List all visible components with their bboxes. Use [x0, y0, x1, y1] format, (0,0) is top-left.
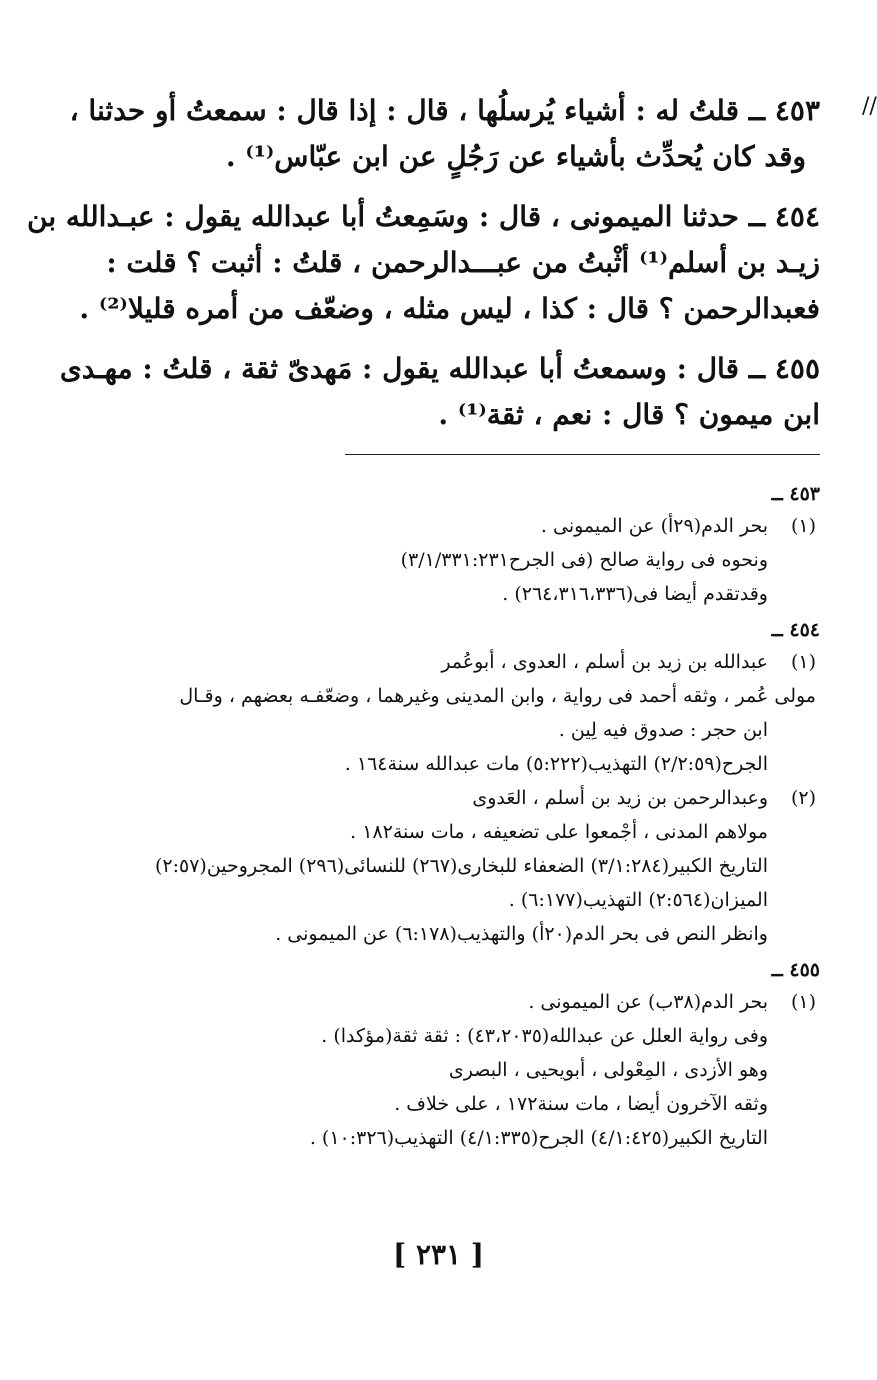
footnote-item	[130, 781, 820, 951]
footnote-line: ونحوه فى رواية صالح (فى الجرح٣/١/٣٣١:٢٣١)	[400, 549, 768, 571]
footnote-line: وانظر النص فى بحر الدم(٢٠أ) والتهذيب(٦:١٧٨) عن الميمونى .	[275, 923, 768, 945]
footnote-body	[130, 645, 816, 781]
entry-line: فعبدالرحمن ؟ قال : كذا ، ليس مثله ، وضعّف من أمره قليلا⁽²⁾ .	[79, 292, 820, 325]
entry-line: ٤٥٤ ــ حدثنا الميمونى ، قال : وسَمِعتُ أبا عبدالله يقول : عبـدالله بن	[27, 200, 820, 233]
footnote-number: (٢)	[790, 787, 816, 809]
footnote-line: عبدالله بن زيد بن أسلم ، العدوى ، أبوعُمر	[441, 651, 768, 673]
footnote-body	[130, 985, 768, 1155]
footnote-line: مولى عُمر ، وثقه أحمد فى رواية ، وابن المدينى وغيرهما ، وضعّفـه بعضهم ، وقـال	[179, 685, 816, 707]
footnote-number: (١)	[790, 515, 816, 537]
footnote-line: بحر الدم(٢٩أ) عن الميمونى .	[540, 515, 768, 537]
footnote-body	[130, 781, 768, 951]
entry-line: ابن ميمون ؟ قال : نعم ، ثقة⁽¹⁾ .	[438, 398, 820, 431]
footnote-line: ابن حجر : صدوق فيه لِين .	[558, 719, 768, 741]
footnote-line: وفى رواية العلل عن عبدالله(٤٣،٢٠٣٥) : ثقة ثقة(مؤكدا) .	[321, 1025, 768, 1047]
footnote-heading: ٤٥٤ ــ	[771, 619, 820, 641]
entry-line: ٤٥٥ ــ قال : وسمعتُ أبا عبدالله يقول : مَهدىّ ثقة ، قلتُ : مهـدى	[59, 352, 820, 385]
footnote-line: التاريخ الكبير(٣/١:٢٨٤) الضعفاء للبخارى(٢٦٧) للنسائى(٢٩٦) المجروحين(٢:٥٧)	[154, 855, 768, 877]
footnote-line: مولاهم المدنى ، أجْمعوا على تضعيفه ، مات سنة١٨٢ .	[350, 821, 768, 843]
entry-line: ٤٥٣ ــ قلتُ له : أشياء يُرسلُها ، قال : إذا قال : سمعتُ أو حدثنا ،	[69, 94, 820, 127]
page-number: [ ٢٣١ ]	[392, 1238, 485, 1271]
footnote-line: التاريخ الكبير(٤/١:٤٢٥) الجرح(٤/١:٣٣٥) التهذيب(١٠:٣٢٦) .	[309, 1127, 768, 1149]
margin-mark: //	[862, 94, 877, 119]
footnote-line: وهو الأزدى ، المِعْولى ، أبويحيى ، البصرى	[448, 1059, 768, 1081]
footnote-line: الميزان(٢:٥٦٤) التهذيب(٦:١٧٧) .	[508, 889, 768, 911]
footnote-number: (١)	[790, 991, 816, 1013]
footnote-line: الجرح(٢/٢:٥٩) التهذيب(٥:٢٢٢) مات عبدالله سنة١٦٤ .	[344, 753, 768, 775]
main-text	[27, 88, 820, 452]
footnote-item	[130, 985, 820, 1155]
footnote-line: وعبدالرحمن بن زيد بن أسلم ، العَدوى	[472, 787, 768, 809]
entry-455	[59, 346, 820, 438]
footnote-line: وثقه الآخرون أيضا ، مات سنة١٧٢ ، على خلاف .	[394, 1093, 768, 1115]
entry-453	[69, 88, 820, 180]
entry-line: زيـد بن أسلم⁽¹⁾ أثْبتُ من عبـــدالرحمن ، قلتُ : أثبت ؟ قلت :	[106, 246, 820, 279]
footnote-heading: ٤٥٣ ــ	[771, 483, 820, 505]
entry-454	[27, 194, 820, 332]
footnote-item	[130, 509, 820, 611]
footnotes	[130, 475, 820, 1155]
footnote-number: (١)	[790, 651, 816, 673]
footnote-line: وقدتقدم أيضا فى(٢٦٤،٣١٦،٣٣٦) .	[502, 583, 768, 605]
footnote-divider	[345, 454, 820, 455]
footnote-line: بحر الدم(٣٨ب) عن الميمونى .	[528, 991, 768, 1013]
footnote-item	[130, 645, 820, 781]
footnote-heading: ٤٥٥ ــ	[771, 959, 820, 981]
footnote-body	[130, 509, 768, 611]
entry-line: وقد كان يُحدِّث بأشياء عن رَجُلٍ عن ابن عبّاس⁽¹⁾ .	[225, 140, 806, 173]
